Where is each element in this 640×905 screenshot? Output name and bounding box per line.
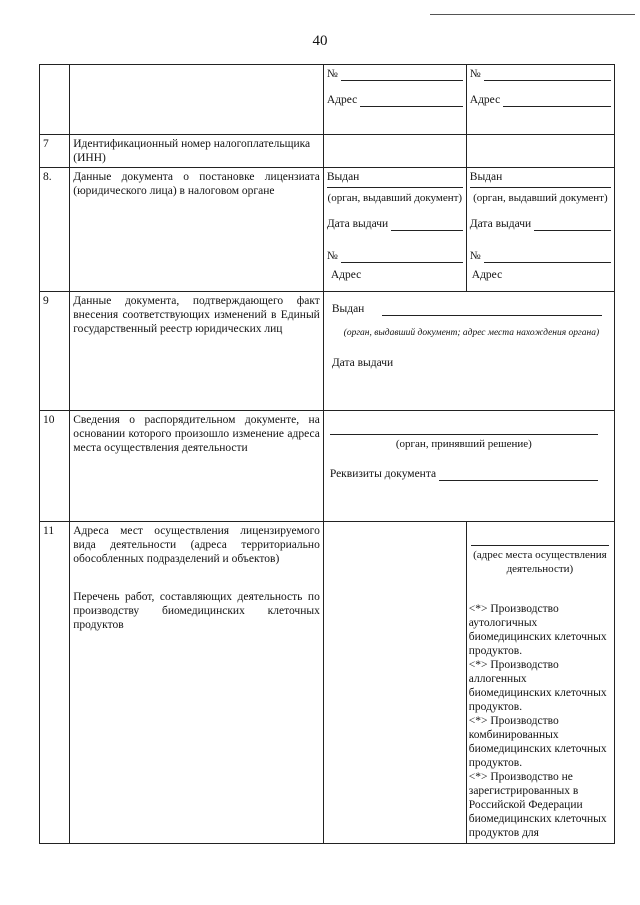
row-label-order-document: Сведения о распорядительном документе, на основании которого произошло изменение адреса места осуществления деятельности bbox=[70, 411, 324, 522]
number-address-cell-2 bbox=[466, 65, 614, 135]
address-label: Адрес bbox=[471, 269, 503, 281]
row-number: 10 bbox=[40, 411, 70, 522]
issuer-hint: (орган, выдавший документ) bbox=[473, 192, 608, 204]
row-label-empty bbox=[70, 65, 324, 135]
issue-date-field[interactable]: Дата выдачи bbox=[327, 217, 463, 231]
number-address-cell-1 bbox=[323, 65, 466, 135]
table-row-8 bbox=[40, 168, 615, 292]
issued-field[interactable]: Выдан bbox=[327, 170, 463, 188]
issue-date-label[interactable]: Дата выдачи bbox=[331, 357, 394, 369]
address-field[interactable]: Адрес bbox=[327, 93, 463, 107]
row-label-activity-addresses bbox=[70, 522, 324, 844]
activity-addresses-label: Адреса мест осуществления лицензируемого вида деятельности (адреса территориально обособленных подразделений и объектов) bbox=[73, 525, 320, 565]
number-field[interactable]: № bbox=[470, 67, 611, 81]
number-field[interactable]: № bbox=[470, 249, 611, 263]
table-row-11 bbox=[40, 522, 615, 844]
top-rule bbox=[430, 14, 635, 15]
form-table bbox=[39, 64, 615, 844]
tax-doc-cell-2 bbox=[466, 168, 614, 292]
activity-address-cell-2 bbox=[466, 522, 614, 844]
works-list-label: Перечень работ, составляющих деятельность по производству биомедицинских клеточных продуктов bbox=[73, 591, 320, 631]
activity-address-hint: (адрес места осуществления деятельности) bbox=[473, 549, 607, 575]
table-row-continuation bbox=[40, 65, 615, 135]
work-item: <*> Производство аутологичных биомедицинских клеточных продуктов. bbox=[468, 603, 607, 657]
inn-value-cell-2[interactable] bbox=[466, 135, 614, 168]
row-label-tax-registration: Данные документа о постановке лицензиата (юридического лица) в налоговом органе bbox=[70, 168, 324, 292]
inn-value-cell-1[interactable] bbox=[323, 135, 466, 168]
table-row-10 bbox=[40, 411, 615, 522]
row-number-empty bbox=[40, 65, 70, 135]
table-row-7 bbox=[40, 135, 615, 168]
row-number: 7 bbox=[40, 135, 70, 168]
row-number: 9 bbox=[40, 292, 70, 411]
issue-date-field[interactable]: Дата выдачи bbox=[470, 217, 611, 231]
row-label-egrul: Данные документа, подтверждающего факт внесения соответствующих изменений в Единый государственный реестр юридических лиц bbox=[70, 292, 324, 411]
decision-body-hint: (орган, принявший решение) bbox=[395, 438, 532, 450]
decision-body-field[interactable] bbox=[330, 433, 598, 435]
document-requisites-field[interactable]: Реквизиты документа bbox=[330, 467, 598, 481]
table-row-9 bbox=[40, 292, 615, 411]
issued-field[interactable]: Выдан bbox=[470, 170, 611, 188]
number-field[interactable]: № bbox=[327, 67, 463, 81]
number-field[interactable]: № bbox=[327, 249, 463, 263]
address-field[interactable]: Адрес bbox=[470, 93, 611, 107]
row-label-inn: Идентификационный номер налогоплательщика (ИНН) bbox=[70, 135, 324, 168]
row-number: 8. bbox=[40, 168, 70, 292]
egrul-doc-cell bbox=[323, 292, 614, 411]
work-item: <*> Производство аллогенных биомедицинских клеточных продуктов. bbox=[468, 659, 607, 713]
issued-field[interactable]: Выдан bbox=[332, 302, 602, 316]
address-label: Адрес bbox=[330, 269, 362, 281]
activity-address-field[interactable] bbox=[471, 544, 609, 546]
work-item: <*> Производство комбинированных биомедицинских клеточных продуктов. bbox=[468, 715, 607, 769]
page-number: 40 bbox=[312, 33, 328, 49]
order-doc-cell bbox=[323, 411, 614, 522]
activity-address-cell-1[interactable] bbox=[323, 522, 466, 844]
issuer-hint: (орган, выдавший документ) bbox=[327, 192, 463, 204]
work-item: <*> Производство не зарегистрированных в Российской Федерации биомедицинских клеточных продуктов для bbox=[468, 771, 607, 839]
row-number: 11 bbox=[40, 522, 70, 844]
issuer-address-hint: (орган, выдавший документ; адрес места нахождения органа) bbox=[343, 328, 600, 338]
tax-doc-cell-1 bbox=[323, 168, 466, 292]
